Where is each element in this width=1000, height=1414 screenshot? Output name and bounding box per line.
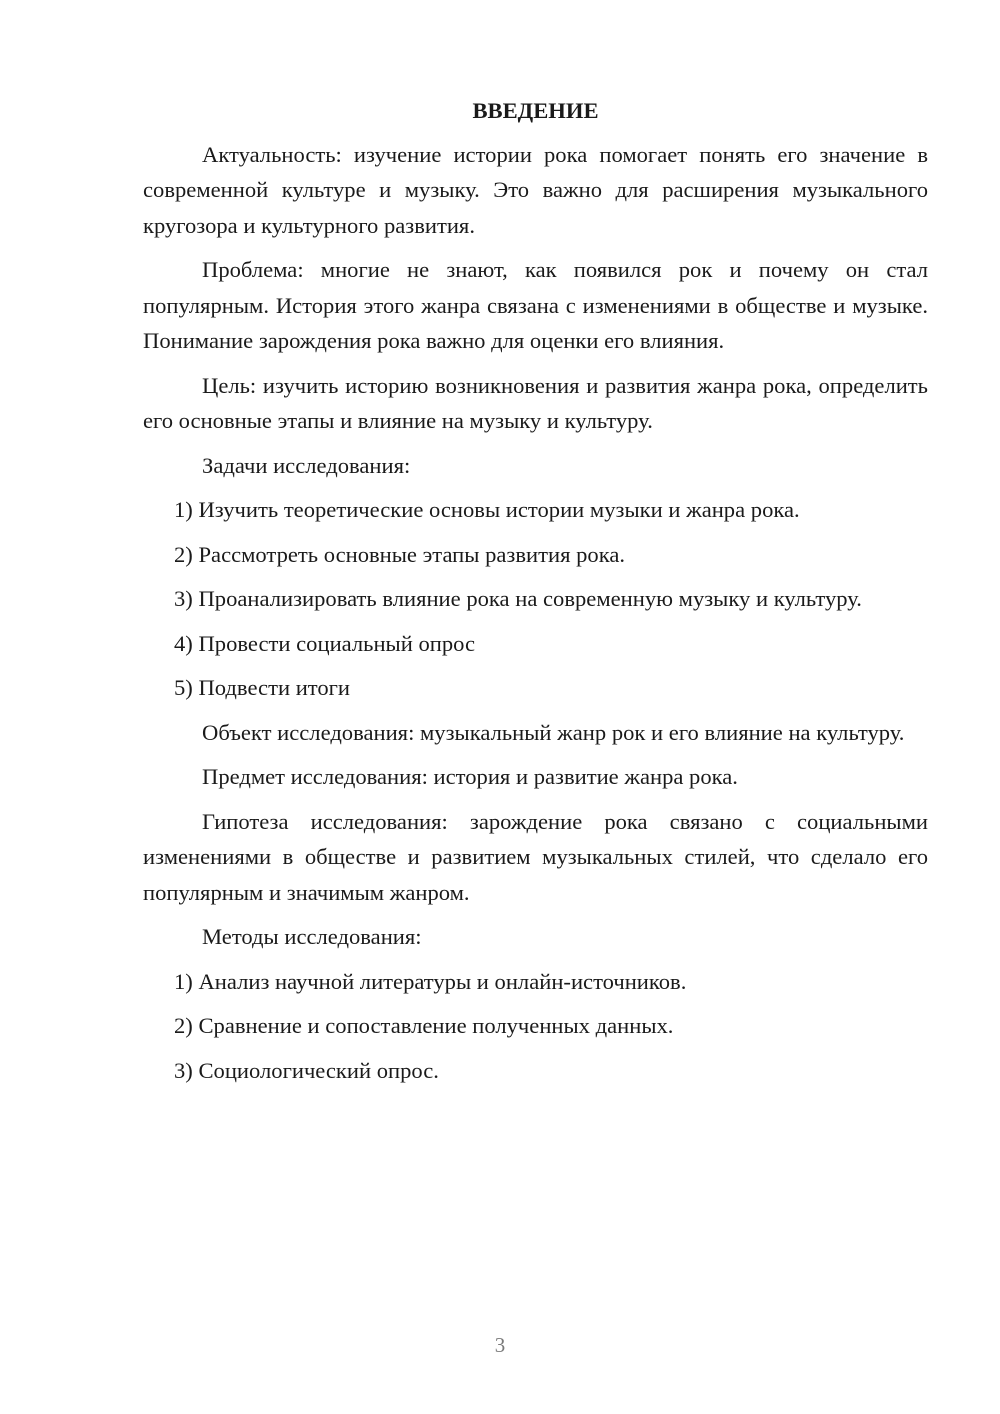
object-paragraph: Объект исследования: музыкальный жанр рок и его влияние на культуру. bbox=[202, 719, 905, 745]
task-item: 2) Рассмотреть основные этапы развития рока. bbox=[174, 541, 626, 567]
page-number: 3 bbox=[494, 1333, 506, 1357]
method-item: 1) Анализ научной литературы и онлайн-источников. bbox=[174, 968, 687, 994]
task-item: 1) Изучить теоретические основы истории музыки и жанра рока. bbox=[174, 497, 800, 522]
task-item: 4) Провести социальный опрос bbox=[174, 630, 476, 656]
page-title: ВВЕДЕНИЕ bbox=[472, 98, 599, 123]
goal-paragraph: Цель: изучить историю возникновения и развития жанра рока, определить его основные этапы и влияние на музыку и культуру. bbox=[143, 372, 928, 433]
problem-paragraph: Проблема: многие не знают, как появился рок и почему он стал популярным. История этого жанра связана с изменениями в обществе и музыке. Понимание зарождения рока важно для оценки его влияния. bbox=[143, 257, 928, 353]
methods-heading: Методы исследования: bbox=[202, 924, 422, 949]
page-content bbox=[143, 93, 928, 1097]
hypothesis-paragraph: Гипотеза исследования: зарождение рока связано с социальными изменениями в обществе и развитием музыкальных стилей, что сделало его популярным и значимым жанром. bbox=[143, 808, 928, 905]
method-item: 2) Сравнение и сопоставление полученных данных. bbox=[174, 1013, 674, 1038]
tasks-heading: Задачи исследования: bbox=[202, 452, 411, 478]
subject-paragraph: Предмет исследования: история и развитие жанра рока. bbox=[202, 764, 738, 789]
task-item: 5) Подвести итоги bbox=[174, 675, 351, 700]
task-item: 3) Проанализировать влияние рока на современную музыку и культуру. bbox=[174, 586, 862, 611]
method-item: 3) Социологический опрос. bbox=[174, 1057, 439, 1083]
relevance-paragraph: Актуальность: изучение истории рока помогает понять его значение в современной культуре и музыку. Это важно для расширения музыкального кругозора и культурного развития. bbox=[143, 141, 928, 238]
